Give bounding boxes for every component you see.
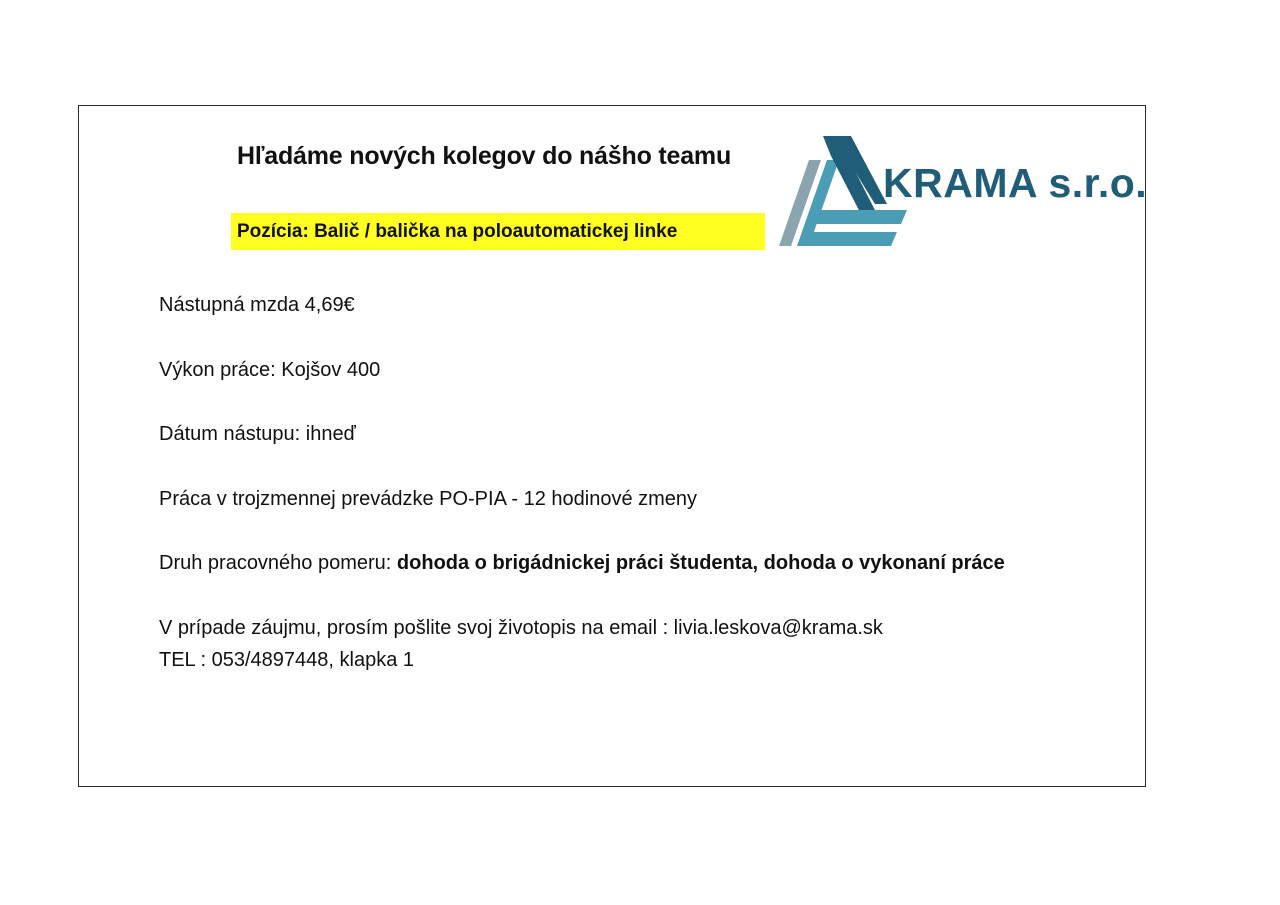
- shifts-line: Práca v trojzmennej prevádzke PO-PIA - 12 hodinové zmeny: [159, 488, 698, 510]
- ad-headline: Hľadáme nových kolegov do nášho teamu: [237, 142, 732, 170]
- contract-label: Druh pracovného pomeru:: [159, 552, 397, 574]
- krama-logo: [779, 134, 1148, 249]
- location-line: Výkon práce: Kojšov 400: [159, 359, 381, 381]
- contract-value: dohoda o brigádnickej práci študenta, dohoda o vykonaní práce: [396, 552, 1005, 574]
- job-ad-card: [78, 105, 1146, 787]
- logo-wordmark: KRAMA s.r.o.: [883, 160, 1148, 206]
- start-date-line: Dátum nástupu: ihneď: [159, 423, 356, 445]
- contact-email-line: V prípade záujmu, prosím pošlite svoj životopis na email : livia.leskova@krama.sk: [159, 617, 883, 639]
- position-title: Pozícia: Balič / balička na poloautomatickej linke: [237, 221, 678, 242]
- contact-phone-line: TEL : 053/4897448, klapka 1: [159, 649, 414, 671]
- position-highlight: [231, 213, 765, 250]
- wage-line: Nástupná mzda 4,69€: [159, 294, 355, 316]
- contract-line: [159, 552, 1005, 575]
